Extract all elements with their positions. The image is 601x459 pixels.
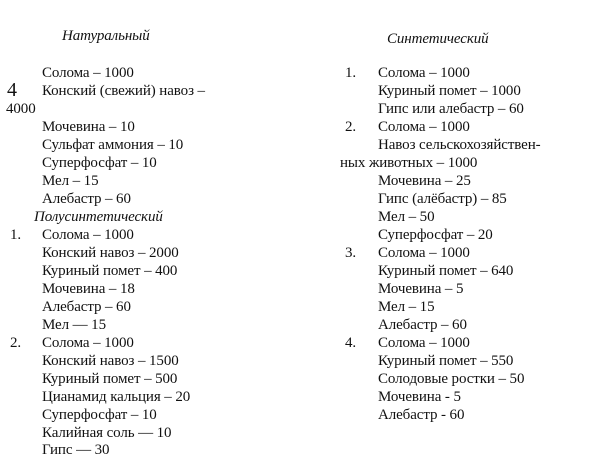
list-item: Солома – 1000 — [378, 119, 470, 135]
list-item: Солодовые ростки – 50 — [378, 371, 525, 387]
list-item: Мочевина – 10 — [42, 119, 135, 135]
list-item: Солома – 1000 — [378, 245, 470, 261]
list-item: ных животных – 1000 — [340, 155, 478, 171]
list-item: Мочевина – 25 — [378, 173, 471, 189]
recipe-number: 3. — [345, 245, 357, 261]
list-item: Мел – 15 — [42, 173, 99, 189]
list-item: Цианамид кальция – 20 — [42, 389, 191, 405]
list-item: Алебастр - 60 — [378, 407, 465, 423]
list-item: Мочевина – 18 — [42, 281, 135, 297]
handwritten-mark: 4 — [7, 79, 17, 101]
list-item: Калийная соль — 10 — [42, 425, 172, 441]
list-item: Мел — 15 — [42, 317, 106, 333]
list-item: Гипс — 30 — [42, 442, 110, 458]
natural-heading: Натуральный — [62, 28, 150, 44]
list-item: Конский навоз – 1500 — [42, 353, 179, 369]
list-item: Куриный помет – 400 — [42, 263, 178, 279]
list-item: Мочевина – 5 — [378, 281, 464, 297]
list-item: Конский навоз – 2000 — [42, 245, 179, 261]
list-item: 4000 — [6, 101, 36, 117]
list-item: Сульфат аммония – 10 — [42, 137, 184, 153]
recipe-number: 1. — [10, 227, 22, 243]
list-item: Солома – 1000 — [42, 335, 134, 351]
list-item: Куриный помет – 640 — [378, 263, 514, 279]
semi-synthetic-heading: Полусинтетический — [34, 209, 163, 225]
list-item: Мел – 50 — [378, 209, 435, 225]
list-item: Куриный помет – 550 — [378, 353, 514, 369]
list-item: Гипс или алебастр – 60 — [378, 101, 524, 117]
list-item: Конский (свежий) навоз – — [42, 83, 205, 99]
list-item: Суперфосфат – 10 — [42, 407, 157, 423]
recipe-number: 4. — [345, 335, 357, 351]
list-item: Навоз сельскохозяйствен- — [378, 137, 541, 153]
list-item: Мел – 15 — [378, 299, 435, 315]
recipe-number: 2. — [10, 335, 22, 351]
list-item: Суперфосфат – 20 — [378, 227, 493, 243]
list-item: Куриный помет – 1000 — [378, 83, 521, 99]
recipe-number: 1. — [345, 65, 357, 81]
list-item: Солома – 1000 — [42, 227, 134, 243]
list-item: Гипс (алёбастр) – 85 — [378, 191, 507, 207]
list-item: Алебастр – 60 — [378, 317, 467, 333]
list-item: Суперфосфат – 10 — [42, 155, 157, 171]
list-item: Алебастр – 60 — [42, 299, 131, 315]
list-item: Солома – 1000 — [378, 65, 470, 81]
recipe-number: 2. — [345, 119, 357, 135]
list-item: Куриный помет – 500 — [42, 371, 178, 387]
list-item: Алебастр – 60 — [42, 191, 131, 207]
list-item: Мочевина - 5 — [378, 389, 461, 405]
list-item: Солома – 1000 — [42, 65, 134, 81]
synthetic-heading: Синтетический — [387, 31, 489, 47]
list-item: Солома – 1000 — [378, 335, 470, 351]
